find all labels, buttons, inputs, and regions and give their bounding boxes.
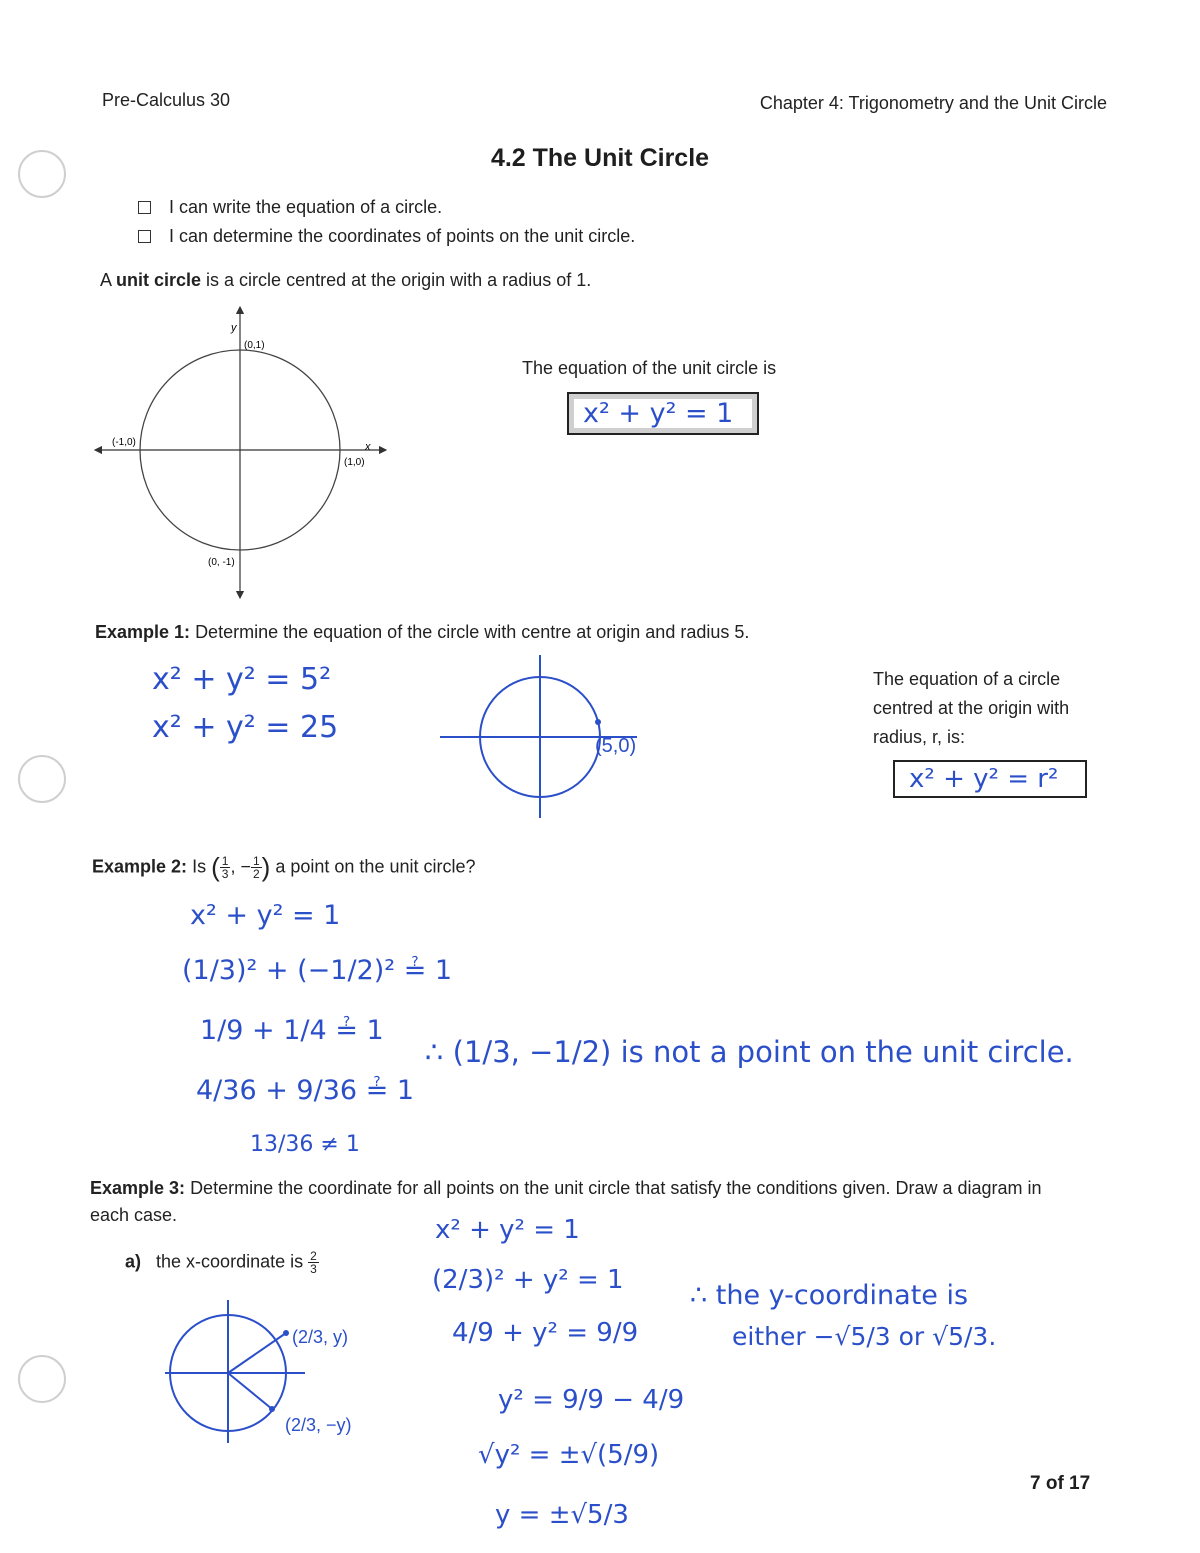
example1-question: Example 1: Determine the equation of the circle with centre at origin and radius 5.	[95, 622, 750, 642]
example3-conclusion-line2: either −√5/3 or √5/3.	[732, 1322, 997, 1351]
unit-circle-diagram	[88, 305, 398, 605]
hole-punch-bottom	[18, 1355, 66, 1403]
example3-point-bottom	[269, 1406, 275, 1412]
example2-line5: 13/36 ≠ 1	[250, 1132, 360, 1157]
example3-radius-bottom	[228, 1373, 272, 1409]
example3-point-top-label: (2/3, y)	[292, 1327, 349, 1347]
objective-2: I can determine the coordinates of points on the unit circle.	[138, 226, 635, 247]
example3-x-fraction: $\frac{2}{3}$	[310, 1249, 317, 1276]
point-top-label: (0,1)	[244, 340, 265, 351]
example3-point-top	[283, 1330, 289, 1336]
example1-note: The equation of a circle centred at the origin with radius, r, is:	[873, 669, 1070, 747]
example2-question: Example 2: Is ( $\frac{1}{3}$ , − $\frac{1}{2}$ ) a point on the unit circle?	[92, 852, 476, 882]
x-axis-label: x	[365, 441, 371, 453]
example3-point-bottom-label: (2/3, −y)	[285, 1415, 352, 1435]
example3-part-a: a) the x-coordinate is $\frac{2}{3}$	[125, 1249, 317, 1276]
example2-x-fraction: $\frac{1}{3}$	[221, 854, 229, 881]
example1-work-line1: x² + y² = 5²	[152, 662, 332, 697]
point-right-label: (1,0)	[344, 457, 365, 468]
example2-y-fraction: $\frac{1}{2}$	[252, 854, 260, 881]
page-title: 4.2 The Unit Circle	[490, 144, 710, 172]
example1-diagram	[432, 650, 672, 825]
hole-punch-middle	[18, 755, 66, 803]
example1-work-line2: x² + y² = 25	[152, 710, 339, 745]
example3-work-line2: (2/3)² + y² = 1	[432, 1265, 624, 1295]
unit-circle-definition: A unit circle is a circle centred at the origin with a radius of 1.	[100, 270, 592, 290]
checkbox-icon[interactable]	[138, 201, 151, 214]
objective-1: I can write the equation of a circle.	[138, 197, 442, 218]
unit-equation-answer: x² + y² = 1	[567, 392, 759, 435]
course-name: Pre-Calculus 30	[102, 90, 231, 110]
checkbox-icon[interactable]	[138, 230, 151, 243]
unit-equation-label: The equation of the unit circle is	[522, 358, 777, 378]
example3-question: Example 3: Determine the coordinate for all points on the unit circle that satisfy the conditions given. Draw a diagram in each case.	[90, 1178, 1042, 1225]
example2-line1: x² + y² = 1	[190, 900, 341, 931]
example3-work-line3: 4/9 + y² = 9/9	[452, 1318, 639, 1348]
example3-work-line1: x² + y² = 1	[435, 1215, 580, 1245]
example3-radius-top	[228, 1333, 286, 1373]
example1-point	[595, 719, 601, 725]
chapter-title: Chapter 4: Trigonometry and the Unit Circle	[759, 93, 1107, 113]
example3-work-line6: y = ±√5/3	[495, 1500, 629, 1530]
example2-line2: (1/3)² + (−1/2)² ≟ 1	[182, 955, 453, 986]
y-axis-label: y	[231, 322, 237, 334]
example3-diagram	[160, 1295, 385, 1445]
point-bottom-label: (0, -1)	[208, 557, 235, 568]
example3-conclusion-line1: ∴ the y-coordinate is	[690, 1280, 969, 1311]
example2-line3: 1/9 + 1/4 ≟ 1	[200, 1015, 384, 1046]
example2-line4: 4/36 + 9/36 ≟ 1	[196, 1075, 415, 1106]
point-left-label: (-1,0)	[112, 437, 136, 448]
example3-work-line5: √y² = ±√(5/9)	[478, 1440, 660, 1470]
example3-work-line4: y² = 9/9 − 4/9	[498, 1385, 685, 1415]
page-number: 7 of 17	[1030, 1473, 1091, 1494]
example1-point-label: (5,0)	[595, 735, 637, 757]
example2-conclusion: ∴ (1/3, −1/2) is not a point on the unit circle.	[425, 1035, 1074, 1069]
example1-general-equation: x² + y² = r²	[893, 760, 1087, 798]
